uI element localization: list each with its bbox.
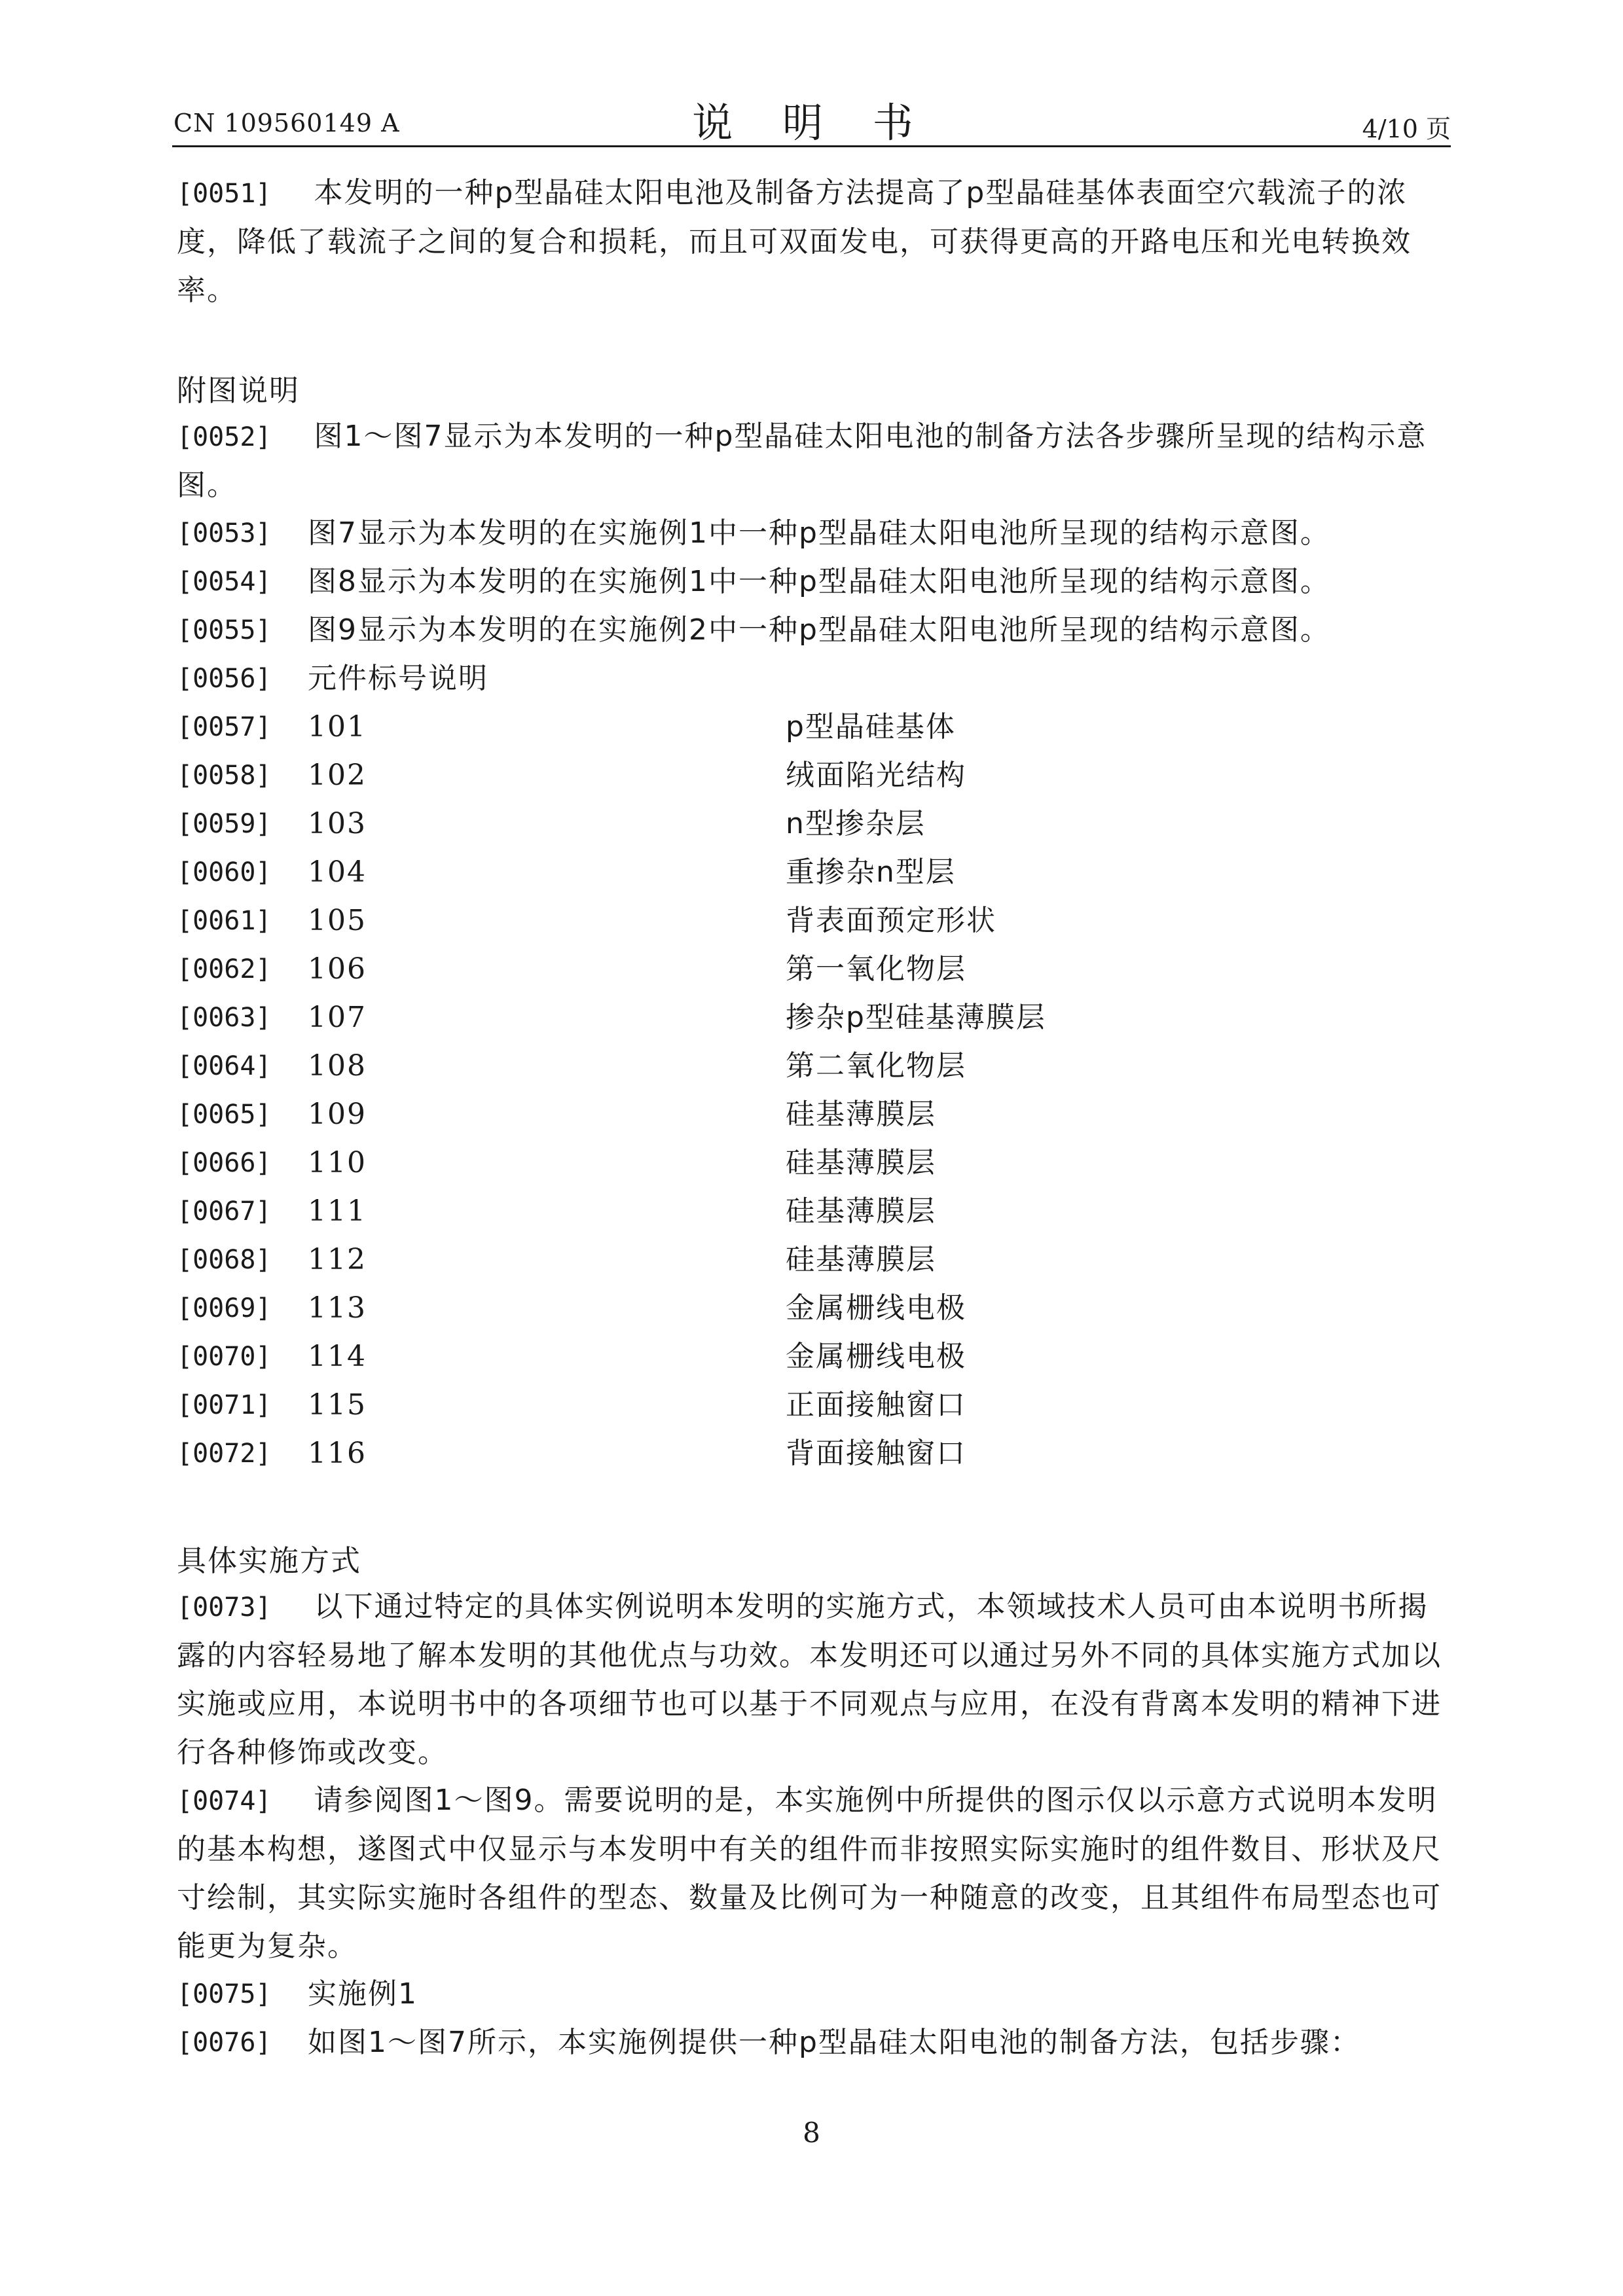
component-name: 金属栅线电极	[786, 1340, 966, 1373]
component-code: 110	[308, 1146, 367, 1179]
paragraph-text: 实施例1	[308, 1977, 418, 2011]
component-name: 硅基薄膜层	[786, 1098, 936, 1131]
paragraph-number: [0055]	[177, 615, 272, 645]
component-name: 重掺杂n型层	[786, 855, 956, 889]
component-name: 第二氧化物层	[786, 1049, 966, 1083]
paragraph-number: [0074]	[177, 1786, 272, 1816]
component-code: 114	[308, 1340, 367, 1373]
component-name: 正面接触窗口	[786, 1388, 966, 1422]
paragraph-number: [0058]	[177, 761, 272, 791]
paragraph-number: [0062]	[177, 954, 272, 984]
paragraph-0052	[177, 412, 1453, 510]
component-code: 101	[308, 710, 367, 744]
component-code: 115	[308, 1388, 367, 1422]
paragraph-number: [0071]	[177, 1390, 272, 1420]
component-code: 104	[308, 855, 367, 889]
paragraph-text: 图1～图7显示为本发明的一种p型晶硅太阳电池的制备方法各步骤所呈现的结构示意图。	[177, 420, 1427, 502]
paragraph-number: [0059]	[177, 809, 272, 839]
component-code: 109	[308, 1098, 367, 1131]
component-code: 106	[308, 952, 367, 986]
paragraph-number: [0061]	[177, 906, 272, 936]
paragraph-text: 图8显示为本发明的在实施例1中一种p型晶硅太阳电池所呈现的结构示意图。	[308, 565, 1330, 598]
paragraph-0051	[177, 169, 1453, 315]
paragraph-number: [0064]	[177, 1051, 272, 1081]
component-name: 金属栅线电极	[786, 1291, 966, 1325]
paragraph-text: 本发明的一种p型晶硅太阳电池及制备方法提高了p型晶硅基体表面空穴载流子的浓度，降低了载流子之间的复合和损耗，而且可双面发电，可获得更高的开路电压和光电转换效率。	[177, 176, 1412, 307]
component-name: 硅基薄膜层	[786, 1194, 936, 1228]
paragraph-number: [0072]	[177, 1439, 272, 1469]
component-name: n型掺杂层	[786, 807, 926, 840]
component-name: 背面接触窗口	[786, 1437, 966, 1470]
paragraph-number: [0057]	[177, 712, 272, 742]
component-code: 108	[308, 1049, 367, 1083]
paragraph-number: [0051]	[177, 179, 272, 209]
paragraph-number: [0060]	[177, 857, 272, 888]
paragraph-number: [0053]	[177, 518, 272, 548]
paragraph-number: [0066]	[177, 1148, 272, 1178]
component-name: 第一氧化物层	[786, 952, 966, 986]
page-indicator: 4/10 页	[1362, 115, 1451, 143]
paragraph-text: 元件标号说明	[308, 662, 488, 695]
component-code: 113	[308, 1291, 367, 1325]
paragraph-0073	[177, 1583, 1453, 1777]
document-number: CN 109560149 A	[173, 109, 400, 137]
component-name: 绒面陷光结构	[786, 759, 966, 792]
page-title: 说 明 书	[692, 99, 932, 147]
paragraph-number: [0065]	[177, 1100, 272, 1130]
paragraph-number: [0054]	[177, 567, 272, 597]
paragraph-text: 以下通过特定的具体实例说明本发明的实施方式，本领域技术人员可由本说明书所揭露的内容轻易地了解本发明的其他优点与功效。本发明还可以通过另外不同的具体实施方式加以实施或应用，本说明书中的各项细节也可以基于不同观点与应用，在没有背离本发明的精神下进行各种修饰或改变。	[177, 1590, 1442, 1769]
paragraph-number: [0076]	[177, 2028, 272, 2058]
component-code: 105	[308, 904, 367, 937]
paragraph-text: 图7显示为本发明的在实施例1中一种p型晶硅太阳电池所呈现的结构示意图。	[308, 516, 1330, 550]
section-heading-embodiments: 具体实施方式	[177, 1543, 362, 1578]
section-heading-figures: 附图说明	[177, 373, 301, 408]
paragraph-0074	[177, 1776, 1453, 1971]
header-divider	[172, 145, 1451, 147]
component-code: 102	[308, 759, 367, 792]
paragraph-number: [0070]	[177, 1342, 272, 1372]
paragraph-number: [0056]	[177, 664, 272, 694]
component-name: p型晶硅基体	[786, 710, 956, 744]
component-code: 107	[308, 1001, 367, 1034]
paragraph-number: [0068]	[177, 1245, 272, 1275]
paragraph-text: 如图1～图7所示，本实施例提供一种p型晶硅太阳电池的制备方法，包括步骤：	[308, 2026, 1360, 2059]
component-code: 112	[308, 1243, 367, 1276]
paragraph-number: [0052]	[177, 422, 272, 452]
component-name: 硅基薄膜层	[786, 1243, 936, 1276]
paragraph-number: [0075]	[177, 1979, 272, 2009]
paragraph-number: [0073]	[177, 1592, 272, 1623]
paragraph-number: [0067]	[177, 1196, 272, 1227]
component-code: 111	[308, 1194, 367, 1228]
paragraph-number: [0069]	[177, 1293, 272, 1323]
component-code: 116	[308, 1437, 367, 1470]
paragraph-text: 图9显示为本发明的在实施例2中一种p型晶硅太阳电池所呈现的结构示意图。	[308, 613, 1330, 647]
component-name: 背表面预定形状	[786, 904, 996, 937]
paragraph-number: [0063]	[177, 1003, 272, 1033]
component-name: 掺杂p型硅基薄膜层	[786, 1001, 1046, 1034]
component-name: 硅基薄膜层	[786, 1146, 936, 1179]
paragraph-text: 请参阅图1～图9。需要说明的是，本实施例中所提供的图示仅以示意方式说明本发明的基本构想，遂图式中仅显示与本发明中有关的组件而非按照实际实施时的组件数目、形状及尺寸绘制，其实际实施时各组件的型态、数量及比例可为一种随意的改变，且其组件布局型态也可能更为复杂。	[177, 1784, 1442, 1963]
page-number: 8	[803, 2117, 820, 2149]
component-code: 103	[308, 807, 367, 840]
